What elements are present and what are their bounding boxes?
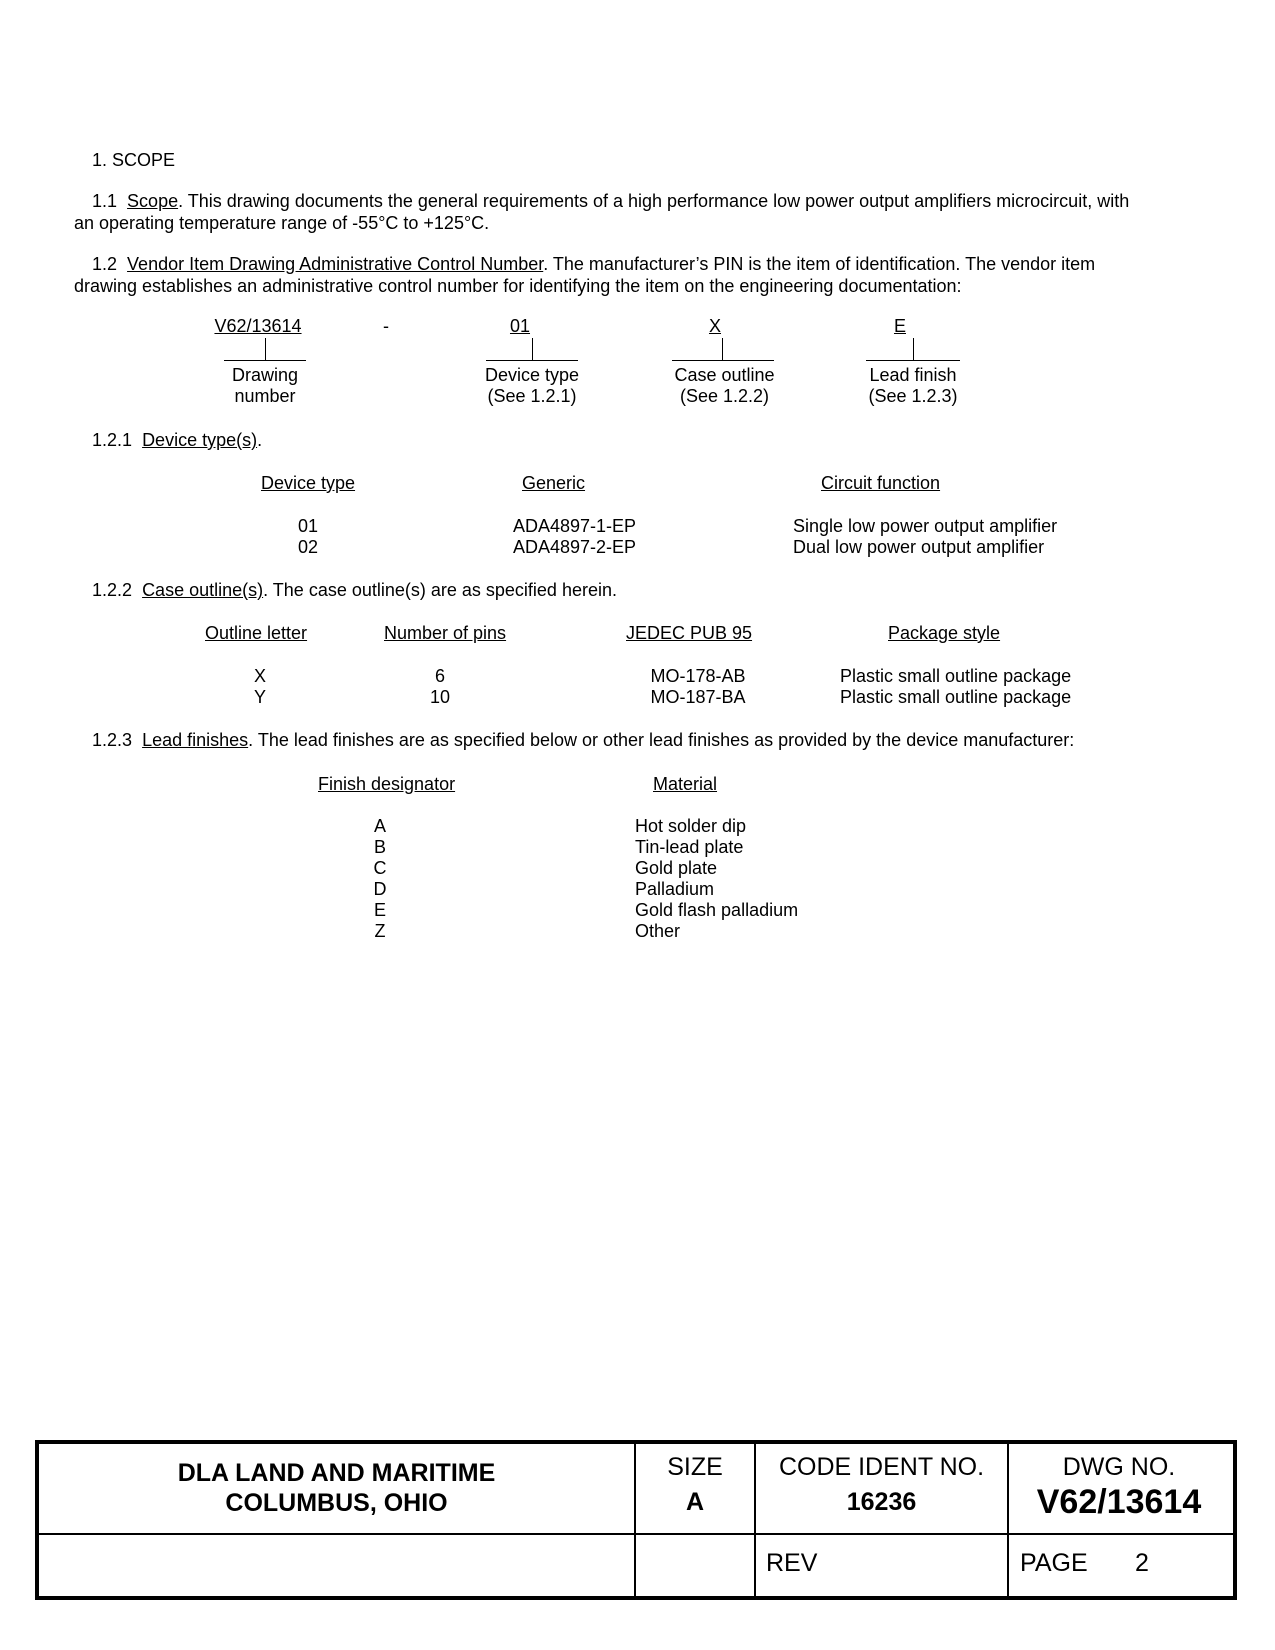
pin-lead-code: E <box>893 316 906 336</box>
device-types-device-column <box>283 516 333 558</box>
pin-bracket-device <box>486 360 578 361</box>
device-types-col-generic: Generic <box>522 473 586 493</box>
pin-case-label: Case outline (See 1.2.2) <box>674 365 775 406</box>
case-outlines-heading: 1.2.2 Case outline(s). The case outline(s) are as specified herein. <box>92 580 617 600</box>
list-item: A <box>373 816 386 836</box>
table-row: Plastic small outline package <box>840 687 1072 707</box>
list-item: Other <box>635 921 681 941</box>
table-row: 01 <box>297 516 319 536</box>
table-row: 02 <box>297 537 319 557</box>
pin-connector-drawing <box>265 338 266 360</box>
dwg-no-label: DWG NO. <box>1062 1453 1176 1481</box>
scope-title: Scope <box>127 191 179 211</box>
case-outlines-style-column <box>840 666 1071 708</box>
code-ident-value: 16236 <box>846 1488 917 1516</box>
device-types-title: Device type(s) <box>142 430 258 450</box>
org-name: DLA LAND AND MARITIME COLUMBUS, OHIO <box>177 1459 496 1517</box>
dwg-no-value: V62/13614 <box>1036 1483 1202 1521</box>
table-row: 10 <box>429 687 451 707</box>
case-outlines-col-pins: Number of pins <box>384 623 507 643</box>
scope-text-1: . This drawing documents the general requirements of a high performance low power output amplifiers microcircuit, with <box>178 191 1130 211</box>
case-outlines-jedec-column <box>638 666 758 708</box>
pin-case-code: X <box>708 316 721 336</box>
table-row: X <box>253 666 266 686</box>
page-number: 2 <box>1135 1549 1149 1577</box>
vid-text-1: . The manufacturer’s PIN is the item of identification. The vendor item <box>543 254 1096 274</box>
case-outlines-col-letter: Outline letter <box>205 623 308 643</box>
device-types-col-function: Circuit function <box>821 473 941 493</box>
table-row: Dual low power output amplifier <box>793 537 1045 557</box>
lead-finishes-col-designator: Finish designator <box>318 774 456 794</box>
case-outlines-letter-column <box>240 666 280 708</box>
table-row: Y <box>253 687 266 707</box>
device-types-col-device: Device type <box>261 473 356 493</box>
list-item: Z <box>374 921 386 941</box>
page-label: PAGE <box>1020 1549 1088 1577</box>
case-outlines-title: Case outline(s) <box>142 580 264 600</box>
case-outlines-pins-column <box>420 666 460 708</box>
pin-drawing-label: Drawing number <box>231 365 299 406</box>
pin-lead-label: Lead finish (See 1.2.3) <box>868 365 958 406</box>
vid-num: 1.2 <box>92 254 118 274</box>
list-item: Hot solder dip <box>635 816 747 836</box>
pin-device-label: Device type (See 1.2.1) <box>484 365 580 406</box>
table-row: ADA4897-2-EP <box>513 537 637 557</box>
size-value: A <box>685 1488 705 1516</box>
list-item: Tin-lead plate <box>635 837 744 857</box>
list-item: E <box>373 900 386 920</box>
vid-title: Vendor Item Drawing Administrative Control Number <box>127 254 544 274</box>
pin-drawing-number: V62/13614 <box>214 316 302 336</box>
lead-finishes-heading: 1.2.3 Lead finishes. The lead finishes are as specified below or other lead finishes as provided by the device manufacturer: <box>92 730 1075 750</box>
list-item: Gold plate <box>635 858 718 878</box>
lead-finishes-designator-column <box>365 816 395 942</box>
lead-finishes-title: Lead finishes <box>142 730 249 750</box>
table-row: MO-187-BA <box>650 687 746 707</box>
lead-finishes-material-column <box>635 816 798 942</box>
size-label: SIZE <box>667 1453 723 1481</box>
pin-connector-lead <box>913 338 914 360</box>
scope-paragraph <box>74 191 1194 234</box>
lead-finishes-col-material: Material <box>653 774 718 794</box>
scope-num: 1.1 <box>92 191 118 211</box>
title-block-row-divider <box>39 1533 1233 1535</box>
device-types-heading: 1.2.1 Device type(s). <box>92 430 263 450</box>
pin-bracket-drawing <box>224 360 306 361</box>
list-item: C <box>373 858 387 878</box>
device-types-function-column <box>793 516 1057 558</box>
table-row: Single low power output amplifier <box>793 516 1058 536</box>
device-types-generic-column <box>513 516 636 558</box>
code-ident-label: CODE IDENT NO. <box>778 1453 985 1481</box>
case-outlines-col-style: Package style <box>888 623 1001 643</box>
pin-bracket-lead <box>866 360 960 361</box>
pin-connector-device <box>532 338 533 360</box>
pin-dash: - <box>383 316 389 336</box>
table-row: Plastic small outline package <box>840 666 1072 686</box>
pin-bracket-case <box>672 360 774 361</box>
pin-connector-case <box>722 338 723 360</box>
scope-text-2: an operating temperature range of -55°C to +125°C. <box>74 213 490 233</box>
table-row: MO-178-AB <box>650 666 746 686</box>
vid-paragraph <box>74 254 1194 297</box>
list-item: D <box>373 879 387 899</box>
list-item: B <box>373 837 386 857</box>
table-row: 6 <box>434 666 445 686</box>
rev-label: REV <box>766 1549 818 1577</box>
table-row: ADA4897-1-EP <box>513 516 637 536</box>
case-outlines-col-jedec: JEDEC PUB 95 <box>626 623 753 643</box>
pin-device-code: 01 <box>509 316 531 336</box>
vid-text-2: drawing establishes an administrative control number for identifying the item on the engineering documentation: <box>74 276 962 296</box>
list-item: Palladium <box>635 879 715 899</box>
list-item: Gold flash palladium <box>635 900 799 920</box>
section-heading: 1. SCOPE <box>92 150 176 170</box>
